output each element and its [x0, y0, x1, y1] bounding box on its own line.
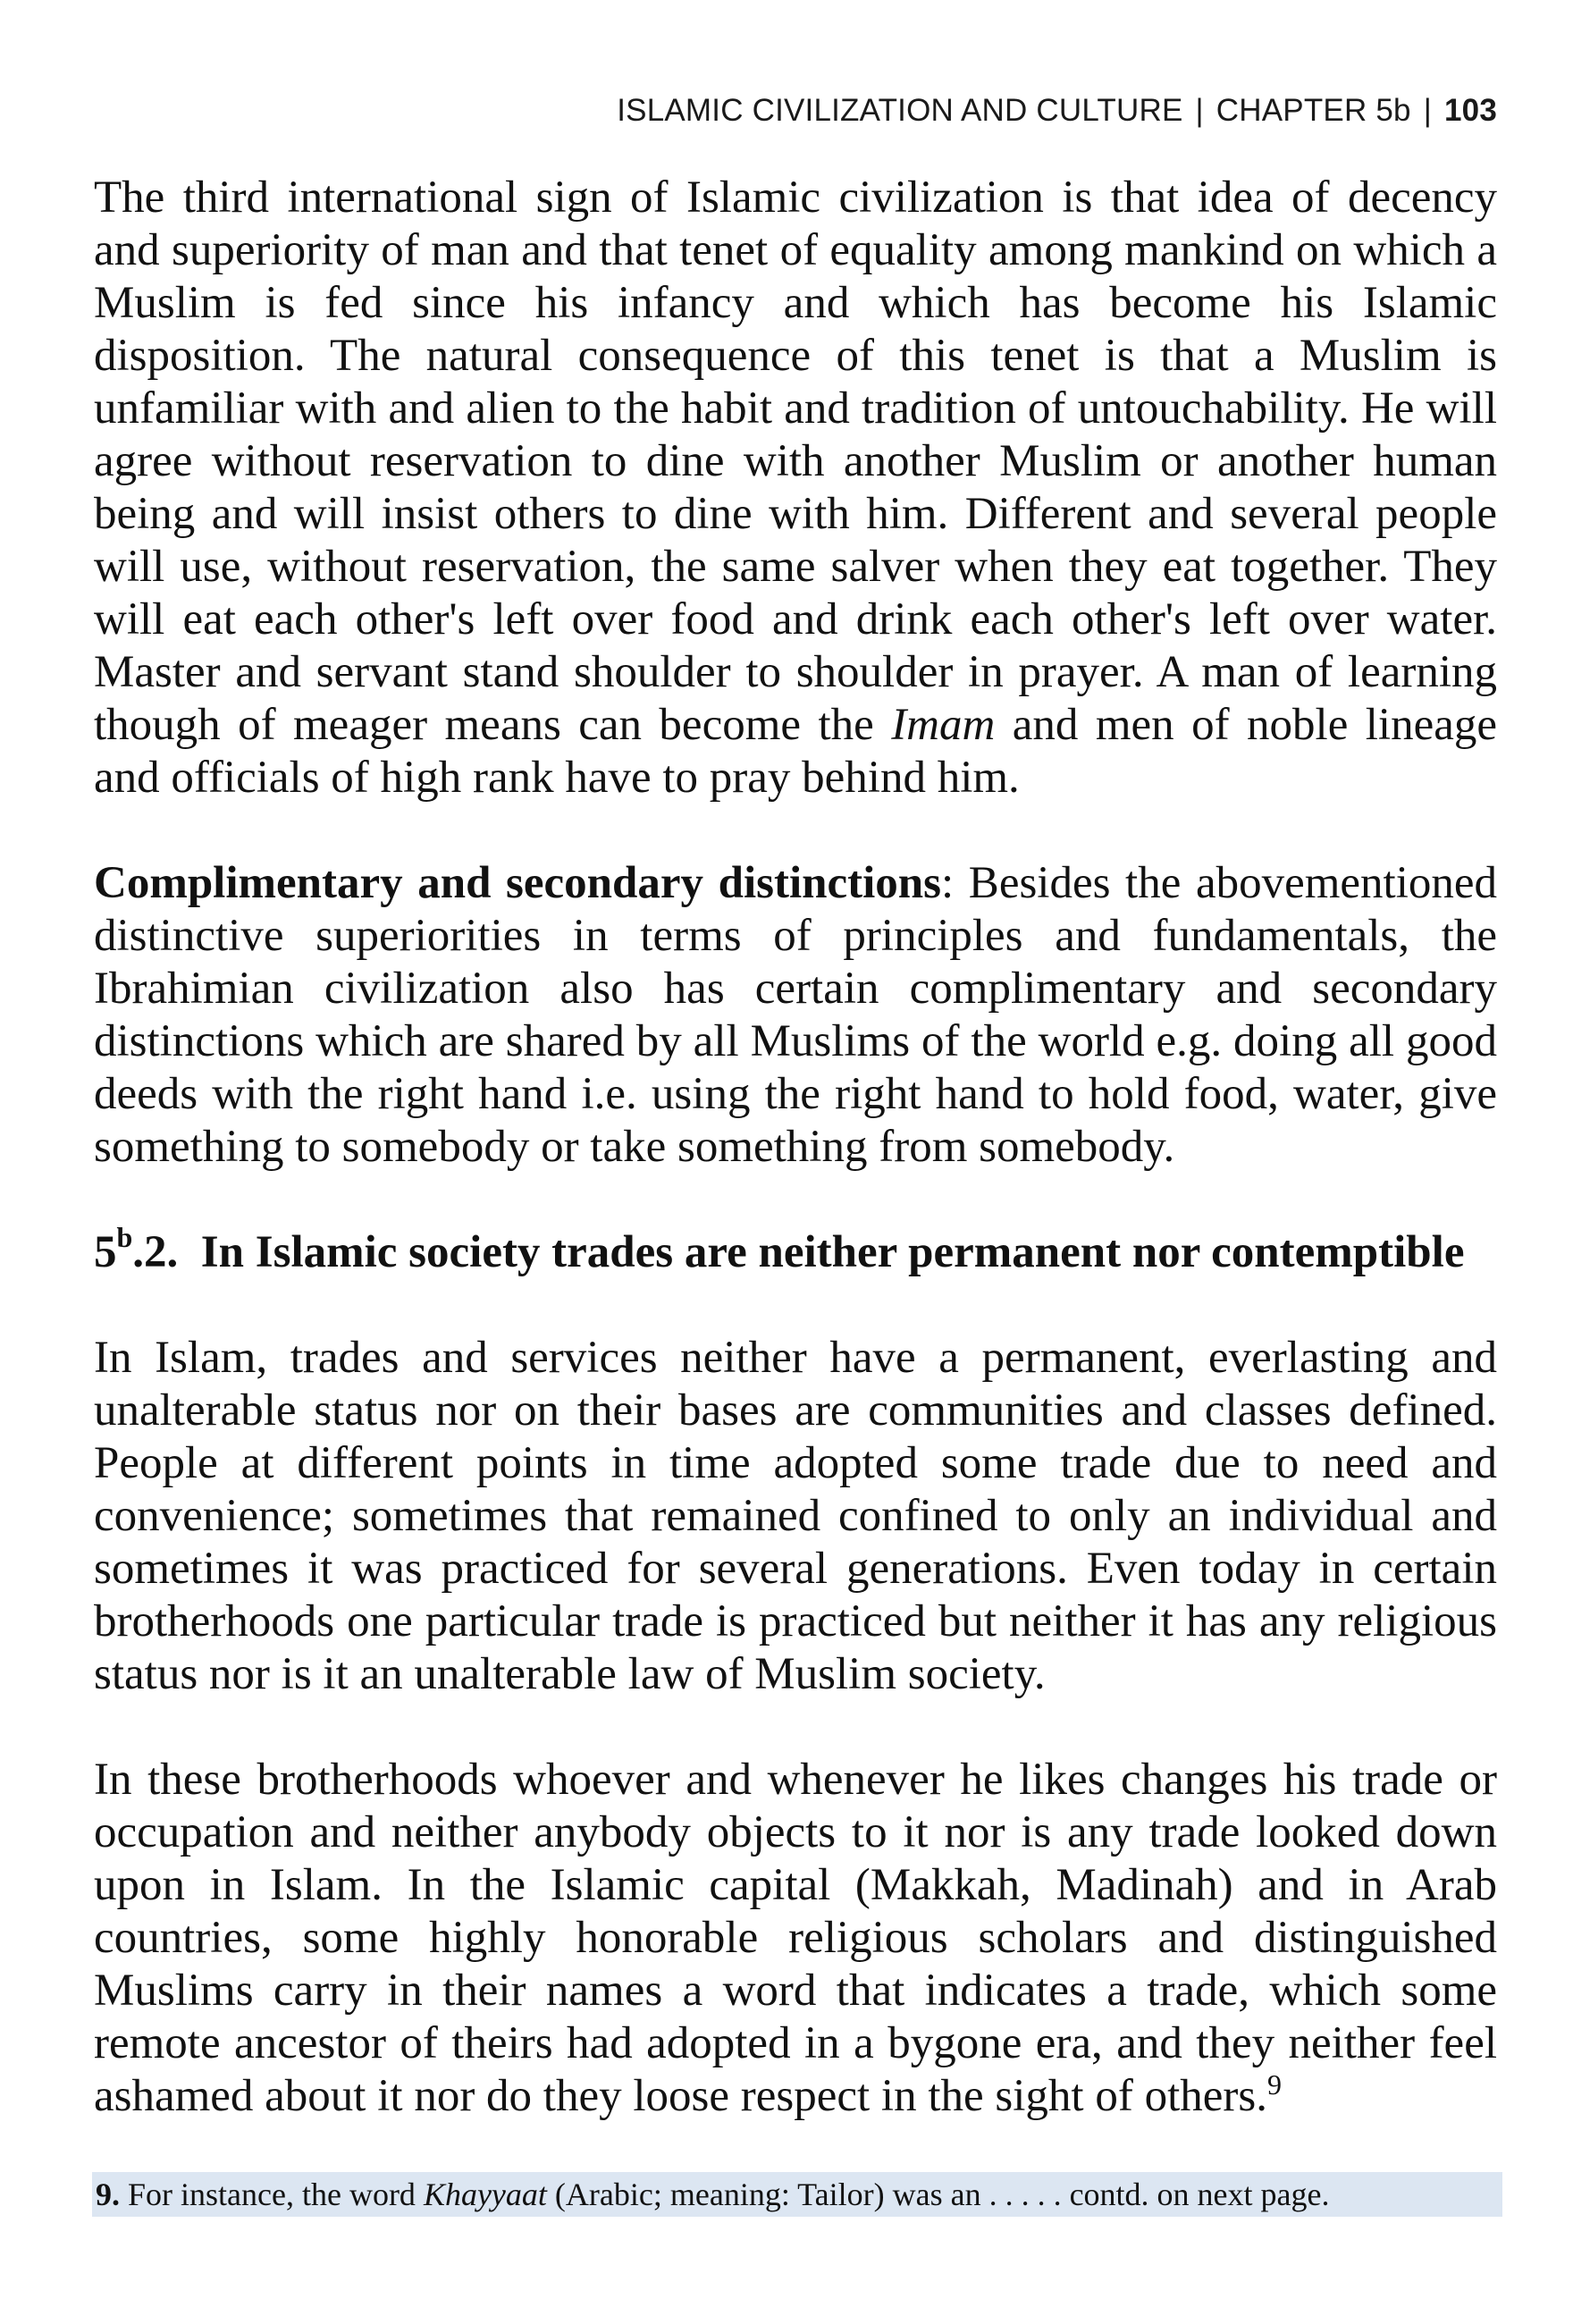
paragraph-spacer — [94, 1279, 1497, 1332]
running-header — [617, 93, 1497, 129]
running-title: ISLAMIC CIVILIZATION AND CULTURE — [617, 93, 1183, 128]
italic-term-imam: Imam — [891, 700, 996, 750]
footnote — [92, 2172, 1502, 2217]
page-number: 103 — [1444, 93, 1497, 128]
footnote-text: (Arabic; meaning: Tailor) was an . . . . . contd. on next page. — [554, 2177, 1330, 2212]
header-separator: | — [1423, 93, 1432, 128]
paragraph-text: : Besides the abovementioned distinctive superiorities in terms of principles and fundamentals, the Ibrahimian civilization also has certain complimentary and secondary distinctions which are shared by all Muslims of the world e.g. doing all good deeds with the right hand i.e. using the right hand to hold food, water, give something to somebody or take something from somebody. — [94, 858, 1498, 1172]
paragraph-lead: Complimentary and secondary distinctions — [94, 858, 942, 908]
header-separator: | — [1195, 93, 1204, 128]
paragraph-brotherhoods — [94, 1754, 1497, 2123]
paragraph-text: The third international sign of Islamic civilization is that idea of decency and superiority of man and that tenet of equality among mankind on which a Muslim is fed since his infancy and which has become his Islamic disposition. The natural consequence of this tenet is that a Muslim is unfamiliar with and alien to the habit and tradition of untouchability. He will agree without reservation to dine with another Muslim or another human being and will insist others to dine with him. Different and several people will use, without reservation, the same salver when they eat together. They will eat each other's left over food and drink each other's left over water. Master and servant stand shoulder to shoulder in prayer. A man of learning though of meager means can become the — [94, 173, 1497, 750]
section-number: 5$^b$.2. — [94, 1221, 179, 1277]
footnote-number: 9. — [96, 2177, 120, 2212]
paragraph-spacer — [94, 804, 1497, 857]
paragraph-spacer — [94, 1701, 1497, 1754]
section-title: In Islamic society trades are neither permanent nor contemptible — [200, 1227, 1465, 1277]
paragraph-spacer — [94, 1174, 1497, 1226]
paragraph-text: In these brotherhoods whoever and whenever he likes changes his trade or occupation and neither anybody objects to it nor is any trade looked down upon in Islam. In the Islamic capital (Makkah, Madinah) and in Arab countries, some highly honorable religious scholars and distinguished Muslims carry in their names a word that indicates a trade, which some remote ancestor of theirs had adopted in a bygone era, and they neither feel ashamed about it nor do they loose respect in the sight of others. — [94, 1755, 1497, 2121]
footnote-reference[interactable]: 9 — [1266, 2068, 1282, 2101]
section-heading — [94, 1221, 1497, 1279]
paragraph-distinctions — [94, 857, 1497, 1174]
footnote-text: For instance, the word — [128, 2177, 416, 2212]
body-text — [94, 172, 1497, 2123]
paragraph-trades: In Islam, trades and services neither have a permanent, everlasting and unalterable status nor on their bases are communities and classes defined. People at different points in time adopted some trade due to need and convenience; sometimes that remained confined to only an individual and sometimes it was practiced for several generations. Even today in certain brotherhoods one particular trade is practiced but neither it has any religious status nor is it an unalterable law of Muslim society. — [94, 1333, 1497, 1699]
chapter-label: CHAPTER 5b — [1216, 93, 1411, 128]
paragraph-equality — [94, 172, 1497, 804]
document-page — [94, 0, 1497, 2324]
paragraph-text: and men of noble lineage and officials of high rank have to pray behind him. — [94, 700, 1498, 803]
footnote-term: Khayyaat — [423, 2177, 547, 2212]
